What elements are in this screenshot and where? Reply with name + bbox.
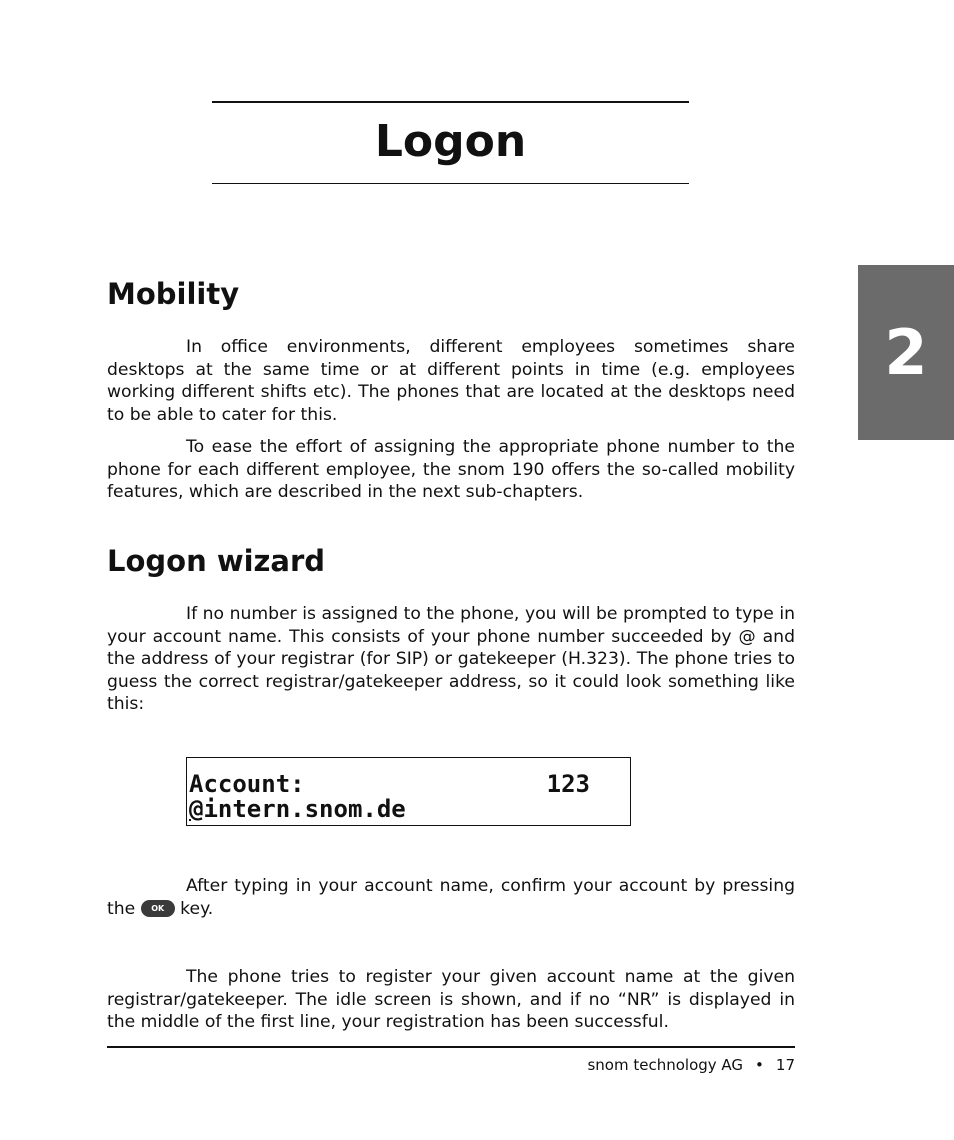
page-footer [107, 1055, 795, 1075]
footer-separator: • [755, 1056, 764, 1074]
ok-key-icon: OK [141, 900, 175, 917]
confirm-paragraph [107, 875, 795, 920]
chapter-number: 2 [884, 316, 928, 389]
confirm-text-before: After typing in your account name, confirm your account by pressing the [107, 876, 795, 919]
lcd-address-text: intern.snom.de [203, 795, 406, 823]
title-rule-top [212, 101, 689, 103]
lcd-address-line [189, 795, 406, 823]
lcd-cursor: @ [189, 795, 204, 823]
paragraph: To ease the effort of assigning the appropriate phone number to the phone for each different employee, the snom 190 offers the so-called mobility features, which are described in the next sub-chapters. [107, 437, 795, 502]
chapter-number-tab [858, 265, 954, 440]
title-rule-bottom [212, 183, 689, 184]
footer-company: snom technology AG [587, 1056, 744, 1074]
chapter-title: Logon [374, 116, 527, 167]
lcd-account-value: 123 [546, 770, 590, 798]
paragraph: In office environments, different employees sometimes share desktops at the same time or at different points in time (e.g. employees working different shifts etc). The phones that are located at the desktops need to be able to cater for this. [107, 337, 795, 425]
paragraph: The phone tries to register your given account name at the given registrar/gatekeeper. The idle screen is shown, and if no “NR” is displayed in the middle of the first line, your registration has been successful. [107, 967, 795, 1032]
section-heading-mobility: Mobility [107, 277, 240, 311]
footer-page-number: 17 [775, 1056, 795, 1074]
lcd-account-label: Account: [189, 770, 305, 798]
section-heading-logon-wizard: Logon wizard [107, 544, 326, 578]
phone-lcd-display [186, 757, 631, 826]
paragraph: If no number is assigned to the phone, you will be prompted to type in your account name. This consists of your phone number succeeded by @ and the address of your registrar (for SIP) or gatekeeper (H.323). The phone tries to guess the correct registrar/gatekeeper address, so it could look something like this: [107, 604, 795, 714]
footer-rule [107, 1046, 795, 1048]
confirm-text-after: key. [180, 898, 214, 919]
